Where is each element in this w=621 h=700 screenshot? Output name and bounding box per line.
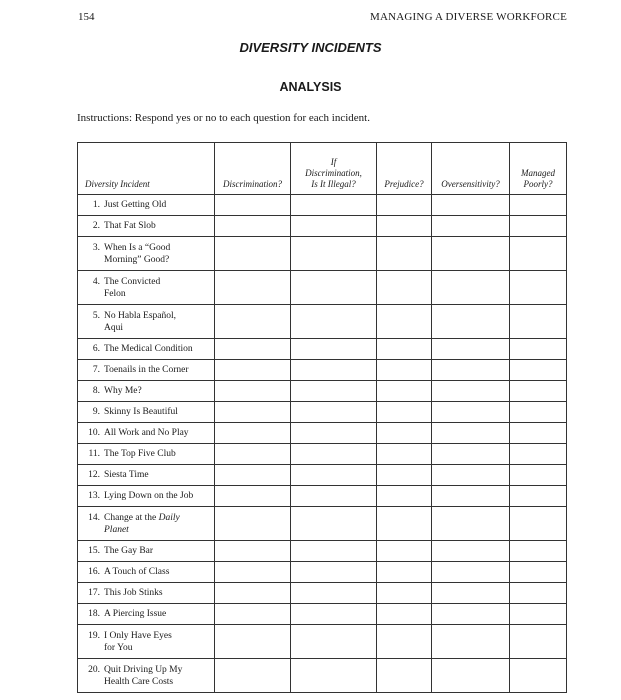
answer-cell[interactable] <box>432 381 510 402</box>
answer-cell[interactable] <box>215 381 291 402</box>
answer-cell[interactable] <box>291 305 377 339</box>
column-header-illegal: If Discrimination, Is It Illegal? <box>291 143 377 195</box>
table-row <box>78 465 567 486</box>
answer-cell[interactable] <box>432 305 510 339</box>
answer-cell[interactable] <box>510 625 567 659</box>
answer-cell[interactable] <box>215 465 291 486</box>
table-row <box>78 423 567 444</box>
table-row <box>78 604 567 625</box>
answer-cell[interactable] <box>291 659 377 693</box>
answer-cell[interactable] <box>215 659 291 693</box>
table-row <box>78 541 567 562</box>
incident-name-cell: 16. A Touch of Class <box>78 562 215 583</box>
answer-cell[interactable] <box>377 402 432 423</box>
answer-cell[interactable] <box>510 216 567 237</box>
answer-cell[interactable] <box>291 541 377 562</box>
answer-cell[interactable] <box>432 216 510 237</box>
answer-cell[interactable] <box>215 402 291 423</box>
table-row <box>78 381 567 402</box>
answer-cell[interactable] <box>510 402 567 423</box>
answer-cell[interactable] <box>291 381 377 402</box>
answer-cell[interactable] <box>377 604 432 625</box>
answer-cell[interactable] <box>432 271 510 305</box>
incident-name-cell: 6. The Medical Condition <box>78 339 215 360</box>
answer-cell[interactable] <box>432 423 510 444</box>
answer-cell[interactable] <box>291 360 377 381</box>
answer-cell[interactable] <box>291 339 377 360</box>
answer-cell[interactable] <box>377 360 432 381</box>
answer-cell[interactable] <box>291 423 377 444</box>
incident-name-cell: 3. When Is a “Good Morning” Good? <box>78 237 215 271</box>
incident-name-cell: 17. This Job Stinks <box>78 583 215 604</box>
answer-cell[interactable] <box>215 271 291 305</box>
answer-cell[interactable] <box>432 402 510 423</box>
page-number: 154 <box>78 11 95 23</box>
answer-cell[interactable] <box>215 423 291 444</box>
answer-cell[interactable] <box>291 195 377 216</box>
answer-cell[interactable] <box>510 562 567 583</box>
answer-cell[interactable] <box>377 486 432 507</box>
answer-cell[interactable] <box>291 237 377 271</box>
table-row <box>78 271 567 305</box>
incident-name-cell: 8. Why Me? <box>78 381 215 402</box>
answer-cell[interactable] <box>510 339 567 360</box>
table-row <box>78 507 567 541</box>
table-row <box>78 339 567 360</box>
table-row <box>78 402 567 423</box>
column-header-oversensitivity: Oversensitivity? <box>432 143 510 195</box>
answer-cell[interactable] <box>510 271 567 305</box>
answer-cell[interactable] <box>510 507 567 541</box>
answer-cell[interactable] <box>432 195 510 216</box>
column-header-incident: Diversity Incident <box>78 143 215 195</box>
answer-cell[interactable] <box>215 604 291 625</box>
answer-cell[interactable] <box>432 339 510 360</box>
answer-cell[interactable] <box>377 195 432 216</box>
answer-cell[interactable] <box>510 237 567 271</box>
answer-cell[interactable] <box>377 583 432 604</box>
incident-name-cell: 7. Toenails in the Corner <box>78 360 215 381</box>
answer-cell[interactable] <box>215 562 291 583</box>
answer-cell[interactable] <box>510 423 567 444</box>
answer-cell[interactable] <box>432 625 510 659</box>
table-row <box>78 305 567 339</box>
answer-cell[interactable] <box>291 216 377 237</box>
answer-cell[interactable] <box>510 583 567 604</box>
answer-cell[interactable] <box>215 444 291 465</box>
answer-cell[interactable] <box>432 486 510 507</box>
answer-cell[interactable] <box>291 486 377 507</box>
answer-cell[interactable] <box>432 583 510 604</box>
answer-cell[interactable] <box>215 195 291 216</box>
column-header-discrimination: Discrimination? <box>215 143 291 195</box>
incident-name-cell: 14. Change at the Daily Planet <box>78 507 215 541</box>
answer-cell[interactable] <box>432 444 510 465</box>
answer-cell[interactable] <box>215 216 291 237</box>
incident-name-cell: 13. Lying Down on the Job <box>78 486 215 507</box>
answer-cell[interactable] <box>291 604 377 625</box>
answer-cell[interactable] <box>291 465 377 486</box>
answer-cell[interactable] <box>377 237 432 271</box>
answer-cell[interactable] <box>510 604 567 625</box>
answer-cell[interactable] <box>215 583 291 604</box>
answer-cell[interactable] <box>432 562 510 583</box>
answer-cell[interactable] <box>510 486 567 507</box>
answer-cell[interactable] <box>510 444 567 465</box>
answer-cell[interactable] <box>215 339 291 360</box>
incident-name-cell: 1. Just Getting Old <box>78 195 215 216</box>
column-header-prejudice: Prejudice? <box>377 143 432 195</box>
answer-cell[interactable] <box>510 659 567 693</box>
answer-cell[interactable] <box>291 625 377 659</box>
answer-cell[interactable] <box>432 659 510 693</box>
answer-cell[interactable] <box>215 507 291 541</box>
incident-name-cell: 4. The Convicted Felon <box>78 271 215 305</box>
incident-name-cell: 5. No Habla Español, Aqui <box>78 305 215 339</box>
answer-cell[interactable] <box>377 271 432 305</box>
answer-cell[interactable] <box>377 305 432 339</box>
table-row <box>78 360 567 381</box>
answer-cell[interactable] <box>377 625 432 659</box>
answer-cell[interactable] <box>215 360 291 381</box>
answer-cell[interactable] <box>432 465 510 486</box>
answer-cell[interactable] <box>377 444 432 465</box>
incident-name-cell: 11. The Top Five Club <box>78 444 215 465</box>
incident-name-cell: 9. Skinny Is Beautiful <box>78 402 215 423</box>
answer-cell[interactable] <box>377 423 432 444</box>
table-row <box>78 583 567 604</box>
running-head: MANAGING A DIVERSE WORKFORCE <box>370 11 567 23</box>
incident-analysis-table <box>77 142 567 693</box>
answer-cell[interactable] <box>291 402 377 423</box>
table-row <box>78 659 567 693</box>
incident-name-cell: 10. All Work and No Play <box>78 423 215 444</box>
answer-cell[interactable] <box>377 381 432 402</box>
answer-cell[interactable] <box>291 507 377 541</box>
answer-cell[interactable] <box>432 507 510 541</box>
answer-cell[interactable] <box>215 486 291 507</box>
answer-cell[interactable] <box>215 237 291 271</box>
answer-cell[interactable] <box>377 541 432 562</box>
table-row <box>78 444 567 465</box>
answer-cell[interactable] <box>377 216 432 237</box>
answer-cell[interactable] <box>377 659 432 693</box>
incident-name-cell: 2. That Fat Slob <box>78 216 215 237</box>
table-row <box>78 486 567 507</box>
answer-cell[interactable] <box>510 381 567 402</box>
answer-cell[interactable] <box>510 541 567 562</box>
table-row <box>78 562 567 583</box>
answer-cell[interactable] <box>215 305 291 339</box>
table-row <box>78 216 567 237</box>
incident-name-cell: 12. Siesta Time <box>78 465 215 486</box>
answer-cell[interactable] <box>377 562 432 583</box>
incident-name-cell: 20. Quit Driving Up My Health Care Costs <box>78 659 215 693</box>
answer-cell[interactable] <box>215 625 291 659</box>
answer-cell[interactable] <box>432 604 510 625</box>
answer-cell[interactable] <box>510 195 567 216</box>
answer-cell[interactable] <box>291 583 377 604</box>
table-row <box>78 625 567 659</box>
answer-cell[interactable] <box>291 562 377 583</box>
answer-cell[interactable] <box>215 541 291 562</box>
incident-name-cell: 18. A Piercing Issue <box>78 604 215 625</box>
instructions-text: Instructions: Respond yes or no to each question for each incident. <box>77 112 370 124</box>
incident-name-cell: 19. I Only Have Eyes for You <box>78 625 215 659</box>
page-subtitle: ANALYSIS <box>279 80 342 94</box>
answer-cell[interactable] <box>510 465 567 486</box>
answer-cell[interactable] <box>377 465 432 486</box>
column-header-managed-poorly: Managed Poorly? <box>510 143 567 195</box>
incident-name-cell: 15. The Gay Bar <box>78 541 215 562</box>
table-row <box>78 237 567 271</box>
answer-cell[interactable] <box>510 305 567 339</box>
table-header-row <box>78 143 567 195</box>
answer-cell[interactable] <box>377 339 432 360</box>
table-row <box>78 195 567 216</box>
answer-cell[interactable] <box>510 360 567 381</box>
answer-cell[interactable] <box>377 507 432 541</box>
answer-cell[interactable] <box>291 271 377 305</box>
answer-cell[interactable] <box>291 444 377 465</box>
page-title: DIVERSITY INCIDENTS <box>239 40 382 55</box>
answer-cell[interactable] <box>432 541 510 562</box>
answer-cell[interactable] <box>432 237 510 271</box>
answer-cell[interactable] <box>432 360 510 381</box>
